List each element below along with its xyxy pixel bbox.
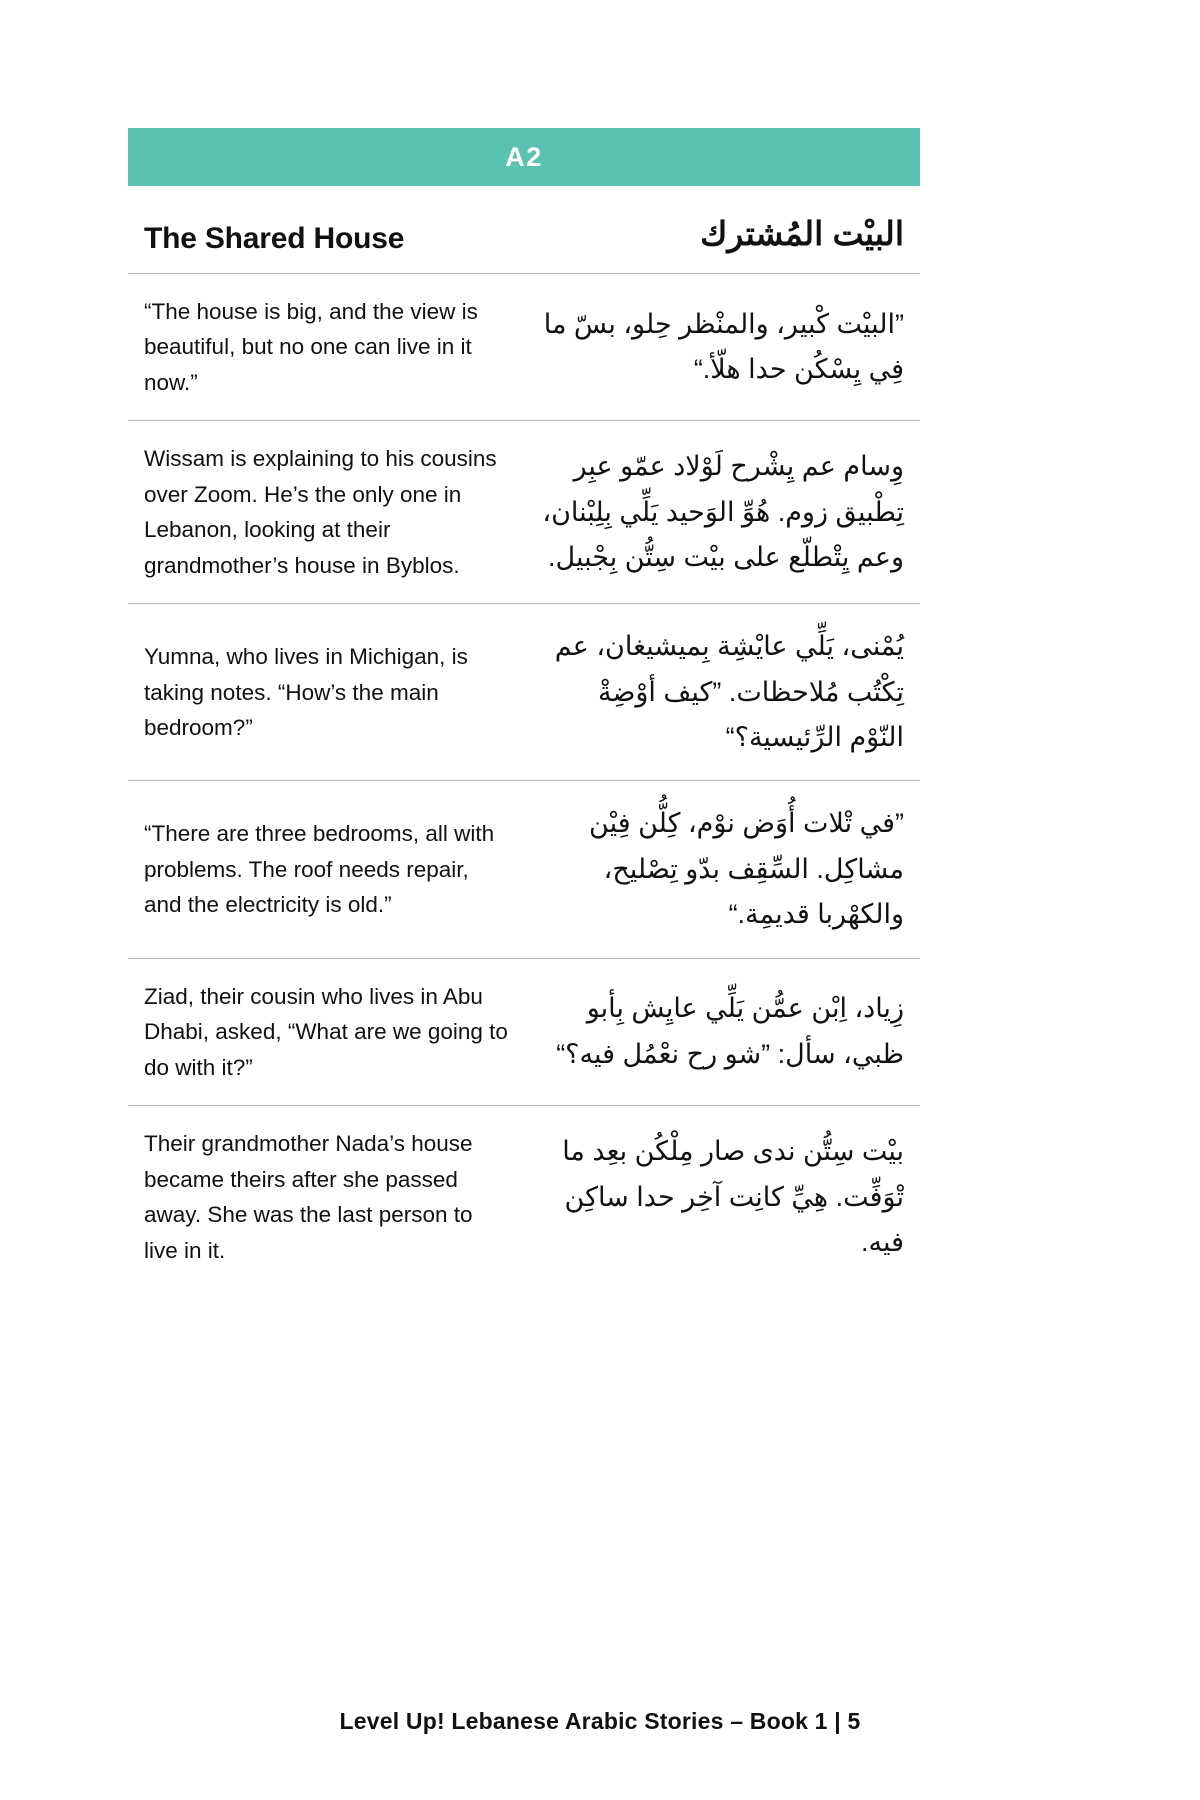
row-english-text: Their grandmother Nada’s house became theirs after she passed away. She was the last person to live in it. (144, 1131, 473, 1263)
table-row (128, 273, 920, 421)
story-title-english: The Shared House (144, 221, 405, 255)
level-banner (128, 128, 920, 186)
row-english-text: Wissam is explaining to his cousins over Zoom. He’s the only one in Lebanon, looking at their grandmother’s house in Byblos. (144, 446, 497, 578)
story-table-body (128, 273, 920, 1288)
footer-label: Level Up! Lebanese Arabic Stories – Book 1 | 5 (339, 1708, 861, 1734)
row-arabic-text: وِسام عم يِشْرح لَوْلاد عمّو عبِر تِطْبيق زوم. هُوِّ الوَحيد يَلِّي بِلِبْنان، وعم يِتْطلّع على بيْت سِتُّن بِجْبيل. (542, 451, 904, 572)
story-table (128, 273, 920, 1289)
page-footer (0, 1708, 1200, 1735)
row-english-text: Yumna, who lives in Michigan, is taking notes. “How’s the main bedroom?” (144, 644, 468, 741)
row-arabic-text: بيْت سِتُّن ندى صار مِلْكُن بعِد ما تْوَفِّت. هِيِّ كانِت آخِر حدا ساكِن فيه. (562, 1136, 904, 1257)
table-row (128, 1106, 920, 1289)
row-english-text: “The house is big, and the view is beautiful, but no one can live in it now.” (144, 298, 478, 395)
table-row (128, 604, 920, 781)
table-row (128, 421, 920, 604)
row-english-text: “There are three bedrooms, all with problems. The roof needs repair, and the electricity is old.” (144, 821, 495, 918)
page-content (128, 128, 920, 1288)
level-badge-label: A2 (505, 141, 543, 172)
story-title-arabic: البيْت المُشترك (700, 215, 904, 252)
row-arabic-text: ”في تْلات أُوَض نوْم، كِلُّن فِيْن مشاكِل. السِّقِف بدّو تِصْليح، والكهْربا قديمِة.“ (589, 808, 904, 930)
row-arabic-text: يُمْنى، يَلِّي عايْشِة بِميشيغان، عم تِكْتُب مُلاحظات. ”كيف أوْضِةْ النّوْم الرِّئيسية؟“ (554, 631, 904, 753)
table-row (128, 958, 920, 1106)
row-arabic-text: ”البيْت كْبير، والمنْظر حِلو، بسّ ما فِي يِسْكُن حدا هلّأ.“ (543, 308, 904, 384)
story-title-row (128, 186, 920, 273)
row-english-text: Ziad, their cousin who lives in Abu Dhabi, asked, “What are we going to do with it?” (144, 983, 508, 1080)
table-row (128, 781, 920, 958)
row-arabic-text: زِياد، اِبْن عمُّن يَلِّي عايِش بِأبو ظبي، سأل: ”شو رح نعْمُل فيه؟“ (556, 993, 904, 1069)
